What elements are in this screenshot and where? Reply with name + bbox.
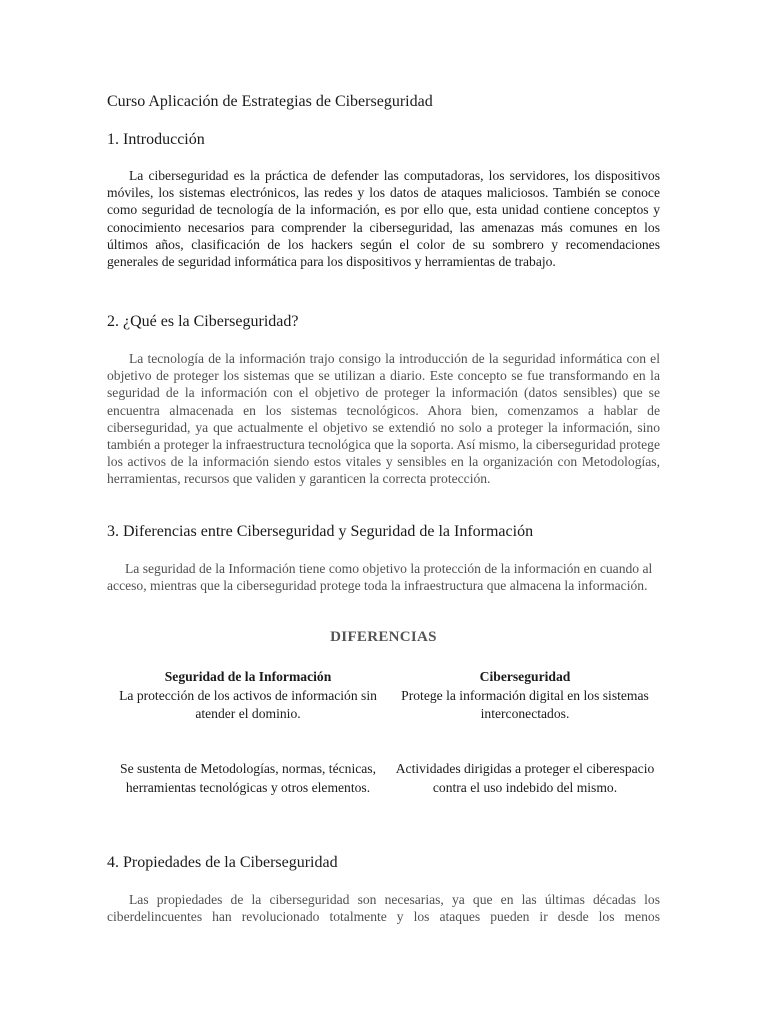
- section-paragraph-que-es: La tecnología de la información trajo consigo la introducción de la seguridad informática con el objetivo de proteger los sistemas que se utilizan a diario. Este concepto se fue transformando en la seguridad de la información con el objetivo de proteger la información (datos sensibles) que se encuentra almacenada en los sistemas tecnológicos. Ahora bien, comenzamos a hablar de ciberseguridad, ya que actualmente el objetivo se extendió no solo a proteger la información, sino también a proteger la infraestructura tecnológica que la soporta. Así mismo, la ciberseguridad protege los activos de la información siendo estos vitales y sensibles en la organización con Metodologías, herramientas, recursos que validen y garanticen la correcta protección.: [107, 351, 660, 487]
- differences-right-header: Ciberseguridad: [479, 669, 571, 684]
- differences-right-text-2: Actividades dirigidas a proteger el ciberespacio contra el uso indebido del mismo.: [395, 761, 655, 795]
- differences-right-cell-1: [385, 668, 665, 724]
- differences-left-header: Seguridad de la Información: [164, 669, 332, 684]
- differences-left-cell-2: [108, 760, 388, 797]
- differences-title: DIFERENCIAS: [330, 629, 437, 645]
- document-title: Curso Aplicación de Estrategias de Ciberseguridad: [107, 93, 433, 110]
- section-heading-propiedades: 4. Propiedades de la Ciberseguridad: [107, 854, 338, 871]
- differences-right-text-1: Protege la información digital en los sistemas interconectados.: [401, 687, 649, 721]
- differences-left-text-1: La protección de los activos de información sin atender el dominio.: [119, 687, 377, 721]
- section-paragraph-diferencias: La seguridad de la Información tiene como objetivo la protección de la información en cuando al acceso, mientras que la ciberseguridad protege toda la infraestructura que almacena la información.: [107, 561, 653, 594]
- section-paragraph-introduccion: La ciberseguridad es la práctica de defender las computadoras, los servidores, los dispositivos móviles, los sistemas electrónicos, las redes y los datos de ataques maliciosos. También se conoce como seguridad de tecnología de la información, es por ello que, esta unidad contiene conceptos y conocimiento necesarios para comprender la ciberseguridad, las amenazas más comunes en los últimos años, clasificación de los hackers según el color de su sombrero y recomendaciones generales de seguridad informática para los dispositivos y herramientas de trabajo.: [107, 168, 660, 270]
- differences-left-text-2: Se sustenta de Metodologías, normas, técnicas, herramientas tecnológicas y otros elementos.: [120, 761, 376, 795]
- section-heading-introduccion: 1. Introducción: [107, 131, 205, 148]
- section-heading-que-es: 2. ¿Qué es la Ciberseguridad?: [107, 313, 299, 330]
- section-heading-diferencias: 3. Diferencias entre Ciberseguridad y Seguridad de la Información: [107, 523, 534, 540]
- section-paragraph-propiedades: Las propiedades de la ciberseguridad son necesarias, ya que en las últimas décadas los ciberdelincuentes han revolucionado totalmente y los ataques pueden ir desde los menos: [107, 892, 660, 925]
- differences-right-cell-2: [385, 760, 665, 797]
- differences-left-cell-1: [108, 668, 388, 724]
